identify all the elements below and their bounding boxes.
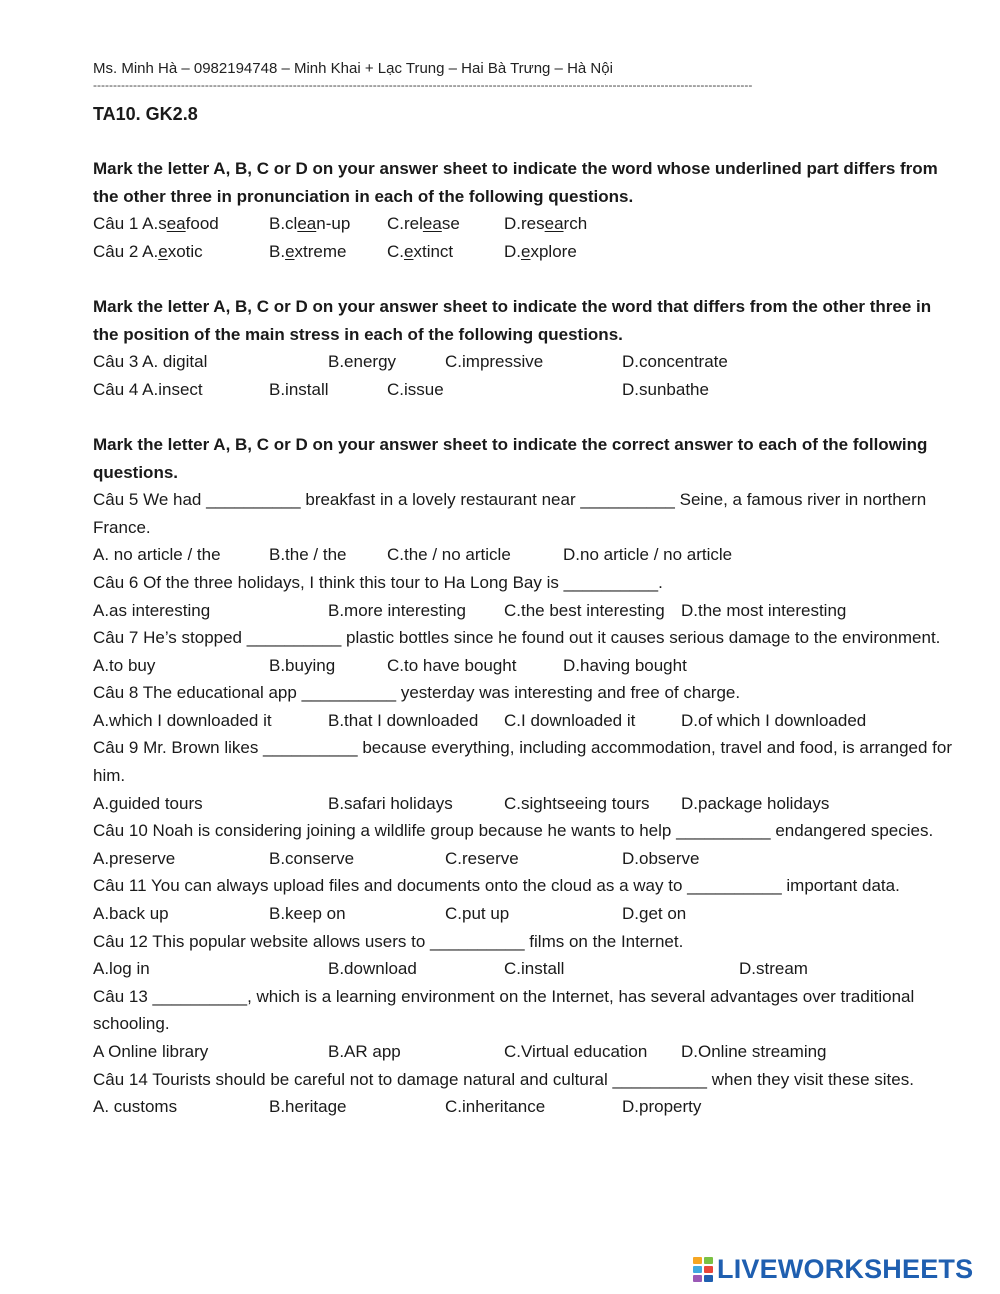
q10-option-b[interactable]: B.conserve bbox=[269, 848, 355, 868]
q8-option-a[interactable]: A.which I downloaded it bbox=[93, 710, 272, 730]
question-5-options bbox=[93, 541, 958, 569]
worksheet-title: TA10. GK2.8 bbox=[93, 104, 198, 124]
q12-option-d[interactable]: D.stream bbox=[739, 959, 808, 979]
q12-option-c[interactable]: C.install bbox=[504, 959, 565, 979]
q9-option-d[interactable]: D.package holidays bbox=[681, 793, 830, 813]
section2-instruction: Mark the letter A, B, C or D on your answer sheet to indicate the word that differs from the other three in the position of the main stress in each of the following questions. bbox=[93, 296, 932, 344]
q14-option-b[interactable]: B.heritage bbox=[269, 1097, 347, 1117]
q14-option-d[interactable]: D.property bbox=[622, 1097, 702, 1117]
teacher-header: Ms. Minh Hà – 0982194748 – Minh Khai + Lạc Trung – Hai Bà Trưng – Hà Nội bbox=[93, 60, 613, 77]
q11-option-d[interactable]: D.get on bbox=[622, 904, 687, 924]
q11-option-a[interactable]: A.back up bbox=[93, 904, 169, 924]
q8-option-b[interactable]: B.that I downloaded bbox=[328, 710, 479, 730]
q2-option-b[interactable]: B.extreme bbox=[269, 241, 347, 261]
q9-option-a[interactable]: A.guided tours bbox=[93, 793, 203, 813]
q4-option-d[interactable]: D.sunbathe bbox=[622, 379, 709, 399]
question-13-text: Câu 13 __________, which is a learning environment on the Internet, has several advantages over traditional schooling. bbox=[93, 986, 915, 1034]
liveworksheets-logo-text: LIVEWORKSHEETS bbox=[717, 1253, 974, 1284]
question-14-options bbox=[93, 1093, 958, 1121]
question-11-text: Câu 11 You can always upload files and documents onto the cloud as a way to __________ important data. bbox=[93, 876, 900, 896]
q1-option-d[interactable]: D.research bbox=[504, 214, 588, 234]
question-6-options bbox=[93, 597, 958, 625]
q14-option-c[interactable]: C.inheritance bbox=[445, 1097, 546, 1117]
question-2 bbox=[93, 238, 958, 266]
q6-option-a[interactable]: A.as interesting bbox=[93, 600, 211, 620]
question-9-options bbox=[93, 790, 958, 818]
q6-option-d[interactable]: D.the most interesting bbox=[681, 600, 847, 620]
q9-option-c[interactable]: C.sightseeing tours bbox=[504, 793, 650, 813]
question-14-text: Câu 14 Tourists should be careful not to damage natural and cultural __________ when they visit these sites. bbox=[93, 1069, 914, 1089]
question-7-options bbox=[93, 652, 958, 680]
q6-option-b[interactable]: B.more interesting bbox=[328, 600, 466, 620]
q7-option-b[interactable]: B.buying bbox=[269, 655, 336, 675]
q1-option-c[interactable]: C.release bbox=[387, 214, 460, 234]
q3-option-c[interactable]: C.impressive bbox=[445, 352, 544, 372]
q7-option-c[interactable]: C.to have bought bbox=[387, 655, 517, 675]
q13-option-c[interactable]: C.Virtual education bbox=[504, 1042, 648, 1061]
q7-option-a[interactable]: A.to buy bbox=[93, 655, 156, 675]
question-11-options bbox=[93, 900, 958, 928]
question-13-options bbox=[93, 1038, 958, 1066]
q2-option-c[interactable]: C.extinct bbox=[387, 241, 454, 261]
q4-option-a[interactable]: Câu 4 A.insect bbox=[93, 379, 203, 399]
question-12-options bbox=[93, 955, 958, 983]
question-8-options bbox=[93, 707, 958, 735]
divider-line: --------------------------------------------------------------------------------------------------------------------------------------------------------------------- bbox=[93, 80, 753, 90]
q12-option-a[interactable]: A.log in bbox=[93, 959, 150, 979]
q2-option-a[interactable]: Câu 2 A.exotic bbox=[93, 241, 203, 261]
section3-instruction: Mark the letter A, B, C or D on your answer sheet to indicate the correct answer to each of the following questions. bbox=[93, 434, 928, 482]
q11-option-c[interactable]: C.put up bbox=[445, 904, 510, 924]
liveworksheets-logo bbox=[693, 1253, 973, 1285]
q8-option-c[interactable]: C.I downloaded it bbox=[504, 710, 636, 730]
q5-option-c[interactable]: C.the / no article bbox=[387, 545, 511, 565]
question-5-text: Câu 5 We had __________ breakfast in a lovely restaurant near __________ Seine, a famous river in northern France. bbox=[93, 490, 927, 537]
q14-option-a[interactable]: A. customs bbox=[93, 1097, 178, 1117]
question-12-text: Câu 12 This popular website allows users to __________ films on the Internet. bbox=[93, 931, 684, 951]
question-10-text: Câu 10 Noah is considering joining a wildlife group because he wants to help __________ endangered species. bbox=[93, 821, 934, 841]
q7-option-d[interactable]: D.having bought bbox=[563, 655, 687, 675]
worksheet-body bbox=[93, 155, 958, 1121]
q10-option-c[interactable]: C.reserve bbox=[445, 848, 519, 868]
question-8-text: Câu 8 The educational app __________ yesterday was interesting and free of charge. bbox=[93, 683, 741, 703]
q3-option-a[interactable]: Câu 3 A. digital bbox=[93, 352, 208, 372]
q4-option-b[interactable]: B.install bbox=[269, 379, 329, 399]
liveworksheets-logo-icon bbox=[693, 1256, 715, 1282]
q11-option-b[interactable]: B.keep on bbox=[269, 904, 346, 924]
q6-option-c[interactable]: C.the best interesting bbox=[504, 600, 665, 620]
q13-option-a[interactable]: A Online library bbox=[93, 1042, 209, 1061]
q12-option-b[interactable]: B.download bbox=[328, 959, 417, 979]
question-7-text: Câu 7 He’s stopped __________ plastic bottles since he found out it causes serious damage to the environment. bbox=[93, 628, 941, 648]
q13-option-d[interactable]: D.Online streaming bbox=[681, 1042, 827, 1061]
q1-option-a[interactable]: Câu 1 A.seafood bbox=[93, 214, 219, 234]
q9-option-b[interactable]: B.safari holidays bbox=[328, 793, 453, 813]
question-6-text: Câu 6 Of the three holidays, I think this tour to Ha Long Bay is __________. bbox=[93, 572, 663, 592]
q5-option-b[interactable]: B.the / the bbox=[269, 545, 347, 565]
q2-option-d[interactable]: D.explore bbox=[504, 241, 577, 261]
question-1 bbox=[93, 210, 958, 238]
q3-option-b[interactable]: B.energy bbox=[328, 352, 397, 372]
section1-instruction: Mark the letter A, B, C or D on your answer sheet to indicate the word whose underlined part differs from the other three in pronunciation in each of the following questions. bbox=[93, 159, 938, 206]
q1-option-b[interactable]: B.clean-up bbox=[269, 214, 351, 234]
question-4 bbox=[93, 376, 958, 404]
q4-option-c[interactable]: C.issue bbox=[387, 379, 444, 399]
q8-option-d[interactable]: D.of which I downloaded bbox=[681, 710, 867, 730]
question-3 bbox=[93, 348, 958, 376]
q10-option-d[interactable]: D.observe bbox=[622, 848, 700, 868]
q5-option-a[interactable]: A. no article / the bbox=[93, 545, 221, 565]
q13-option-b[interactable]: B.AR app bbox=[328, 1042, 401, 1061]
q3-option-d[interactable]: D.concentrate bbox=[622, 352, 728, 372]
question-10-options bbox=[93, 845, 958, 873]
question-9-text: Câu 9 Mr. Brown likes __________ because everything, including accommodation, travel and food, is arranged for him. bbox=[93, 738, 953, 786]
q5-option-d[interactable]: D.no article / no article bbox=[563, 545, 733, 565]
q10-option-a[interactable]: A.preserve bbox=[93, 848, 176, 868]
